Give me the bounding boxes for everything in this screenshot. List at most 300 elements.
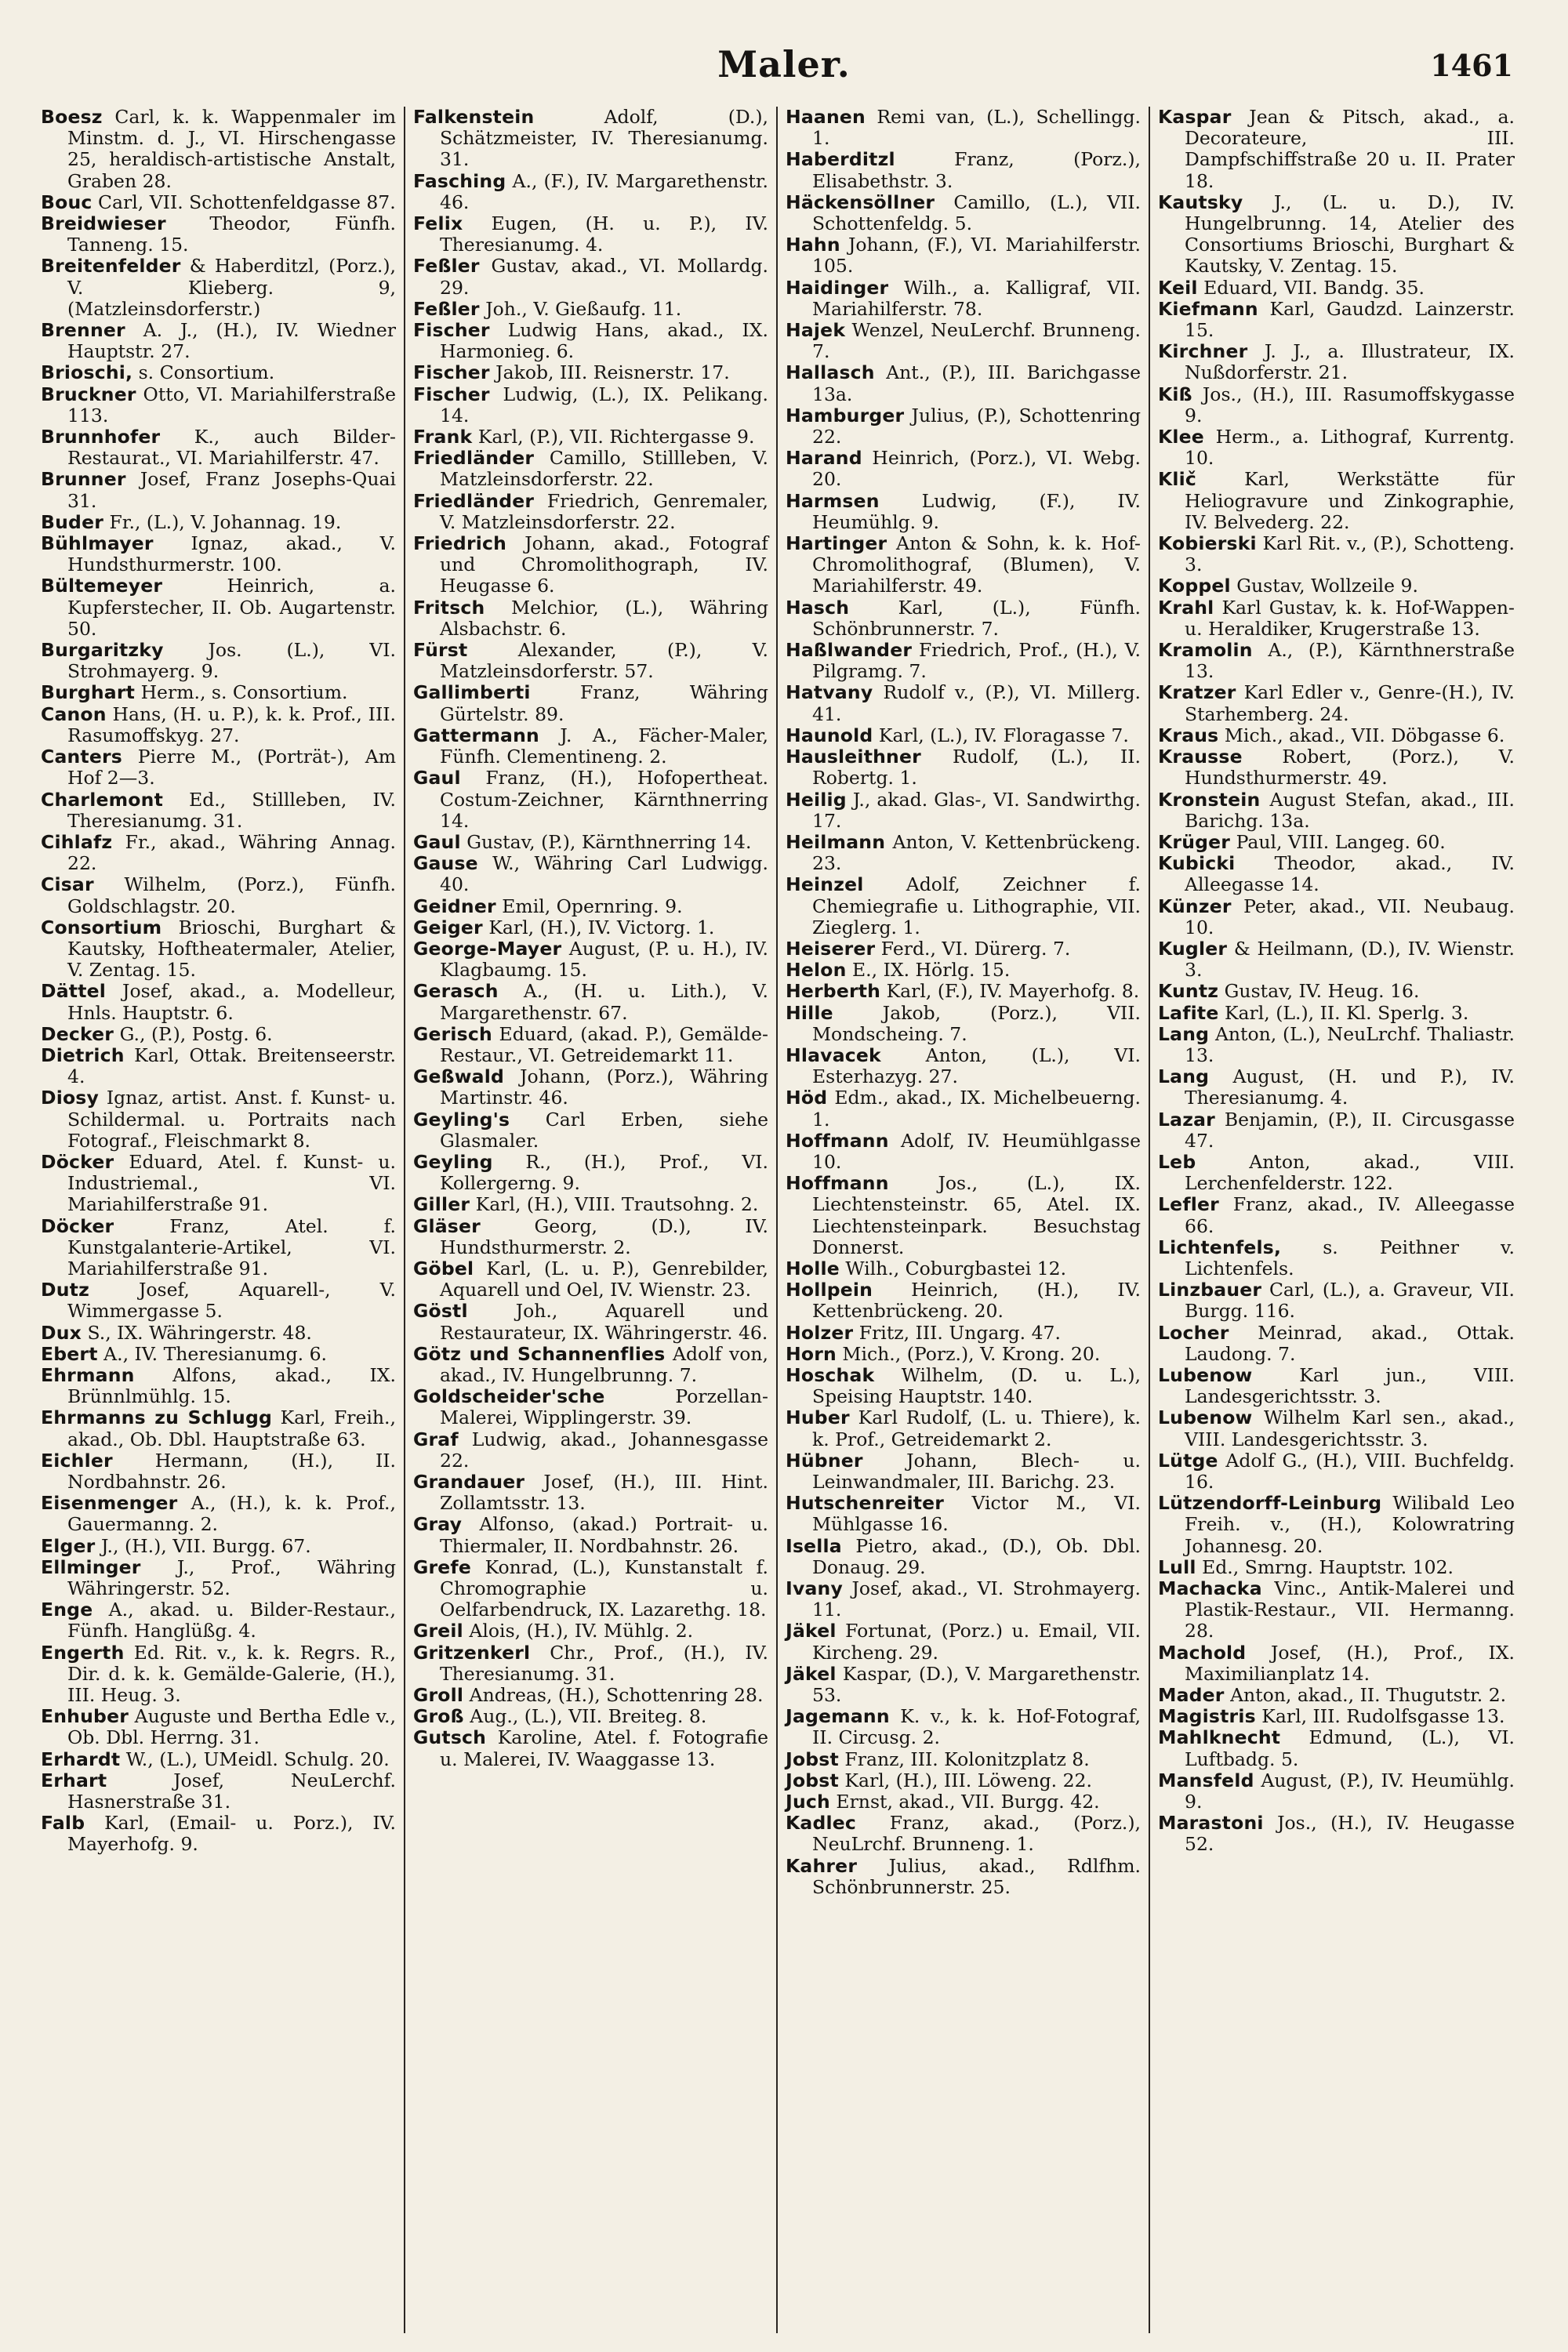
directory-entry (41, 1450, 396, 1493)
entry-name: Kautsky (1158, 191, 1243, 213)
entry-details: S., IX. Währingerstr. 48. (87, 1321, 312, 1344)
entry-name: Klič (1158, 468, 1197, 491)
entry-details: Carl, k. k. Wappenmaler im Minstm. d. J., VI. Hirschengasse 25, heraldisch-artistische Anstalt, Graben 28. (67, 107, 396, 192)
entry-details: Emil, Opernring. 9. (502, 895, 683, 917)
entry-name: Feßler (413, 297, 480, 320)
entry-name: Burghart (41, 681, 136, 704)
entry-name: Machold (1158, 1641, 1247, 1664)
directory-entry (413, 1024, 768, 1066)
entry-name: Groll (413, 1684, 464, 1707)
entry-name: Heilig (786, 788, 847, 811)
entry-details: Adolf, (D.), Schätzmeister, IV. Theresianumg. 31. (440, 107, 768, 171)
entry-name: Engerth (41, 1641, 125, 1664)
directory-entry (41, 575, 396, 640)
entry-name: Erhardt (41, 1748, 121, 1770)
entry-details: Karl, (Email- u. Porz.), IV. Mayerhofg. 9. (67, 1812, 396, 1856)
entry-details: Karl, (L.), II. Kl. Sperlg. 3. (1224, 1001, 1469, 1024)
entry-name: Keil (1158, 276, 1198, 299)
directory-entry (41, 1045, 396, 1087)
directory-entry (786, 1407, 1141, 1450)
directory-entry (786, 448, 1141, 490)
directory-entry (786, 1450, 1141, 1493)
entry-name: Enge (41, 1599, 93, 1621)
entry-name: Groß (413, 1705, 464, 1728)
directory-entry (41, 1642, 396, 1707)
entry-name: Fritsch (413, 596, 485, 619)
entry-name: Harmsen (786, 489, 880, 512)
entry-name: Lefler (1158, 1193, 1219, 1216)
directory-entry (41, 213, 396, 256)
entry-details: Ignaz, artist. Anst. f. Kunst- u. Schildermal. u. Portraits nach Fotograf., Fleischmarkt 8. (67, 1087, 396, 1152)
entry-details: Karl, (H.), IV. Victorg. 1. (488, 916, 715, 938)
entry-name: Gause (413, 852, 478, 875)
entry-name: Erhart (41, 1769, 107, 1791)
directory-entry (1158, 1024, 1515, 1066)
entry-details: Josef, Aquarell-, V. Wimmergasse 5. (67, 1279, 396, 1323)
directory-entry (413, 171, 768, 213)
directory-entry (1158, 384, 1515, 426)
directory-entry (413, 1152, 768, 1194)
entry-details: Johann, (F.), VI. Mariahilferstr. 105. (812, 234, 1141, 278)
directory-entry (1158, 1152, 1515, 1194)
directory-entry (1158, 469, 1515, 533)
entry-name: Haunold (786, 724, 873, 746)
entry-name: Decker (41, 1022, 114, 1045)
entry-name: Giller (413, 1193, 470, 1216)
entry-details: Anton, (L.), VI. Esterhazyg. 27. (812, 1044, 1141, 1088)
entry-name: Brenner (41, 319, 125, 342)
directory-entry (1158, 640, 1515, 682)
directory-entry (786, 234, 1141, 277)
entry-name: Kramolin (1158, 639, 1253, 662)
entry-name: Ivany (786, 1577, 843, 1600)
entry-name: Kobierski (1158, 532, 1257, 555)
entry-name: Leb (1158, 1150, 1196, 1173)
directory-entry (41, 1557, 396, 1599)
entry-details: Franz, Währing Gürtelstr. 89. (440, 681, 768, 725)
entry-name: Lütge (1158, 1449, 1218, 1472)
directory-entry (786, 362, 1141, 405)
directory-entry (41, 1024, 396, 1045)
entry-name: Bouc (41, 191, 93, 213)
entry-details: Karl, Freih., akad., Ob. Dbl. Hauptstraße 63. (67, 1406, 396, 1450)
directory-entry (1158, 1578, 1515, 1642)
entry-details: Ernst, akad., VII. Burgg. 42. (836, 1791, 1100, 1813)
directory-entry (41, 917, 396, 982)
directory-entry (41, 746, 396, 789)
directory-entry (1158, 575, 1515, 597)
directory-entry (1158, 341, 1515, 383)
entry-details: Rudolf, (L.), II. Robertg. 1. (812, 746, 1141, 789)
entry-name: Kirchner (1158, 340, 1248, 363)
entry-name: Machacka (1158, 1577, 1262, 1600)
directory-entry (41, 1365, 396, 1407)
entry-details: Johann, Blech- u. Leinwandmaler, III. Barichg. 23. (812, 1449, 1141, 1493)
directory-entry (413, 917, 768, 938)
directory-entry (413, 1685, 768, 1706)
entry-details: Josef, akad., a. Modelleur, Hnls. Hauptstr. 6. (67, 980, 396, 1024)
entry-details: Adolf G., (H.), VIII. Buchfeldg. 16. (1185, 1449, 1515, 1493)
entry-details: J., Prof., Währing Währingerstr. 52. (67, 1555, 396, 1600)
entry-details: Theodor, Fünfh. Tanneng. 15. (67, 212, 396, 256)
entry-details: Karl Edler v., Genre-(H.), IV. Starhemberg. 24. (1185, 681, 1515, 725)
directory-entry (786, 1045, 1141, 1087)
directory-entry (413, 1706, 768, 1727)
entry-name: Haßlwander (786, 639, 913, 662)
directory-entry (413, 533, 768, 597)
entry-details: Alexander, (P.), V. Matzleinsdorferstr. 57. (440, 639, 768, 683)
entry-details: A., (H.), k. k. Prof., Gauermanng. 2. (67, 1492, 396, 1536)
entry-details: Ant., (P.), III. Barichgasse 13a. (812, 361, 1141, 405)
entry-name: Hartinger (786, 532, 887, 555)
entry-details: Karl, (F.), IV. Mayerhofg. 8. (886, 980, 1140, 1003)
entry-details: Auguste und Bertha Edle v., Ob. Dbl. Herrng. 31. (67, 1705, 396, 1749)
entry-details: Heinrich, a. Kupferstecher, II. Ob. Augartenstr. 50. (67, 575, 396, 640)
entry-details: Wenzel, NeuLerchf. Brunneng. 7. (812, 319, 1141, 363)
directory-entry (413, 682, 768, 724)
directory-entry (413, 1727, 768, 1769)
directory-entry (41, 107, 396, 192)
entry-name: Lützendorff-Leinburg (1158, 1492, 1382, 1515)
entry-details: Franz, (Porz.), Elisabethstr. 3. (812, 148, 1141, 192)
entry-details: Josef, (H.), III. Hint. Zollamtsstr. 13. (440, 1471, 768, 1515)
directory-entry (41, 1706, 396, 1748)
entry-name: Geßwald (413, 1065, 504, 1088)
directory-entry (413, 832, 768, 853)
directory-entry (786, 1856, 1141, 1898)
entry-details: Gustav, akad., VI. Mollardg. 29. (440, 255, 768, 299)
entry-name: Hoffmann (786, 1129, 889, 1152)
entry-details: Mich., (Porz.), V. Krong. 20. (842, 1342, 1101, 1365)
entry-details: Karl, Werkstätte für Heliogravure und Zinkographie, IV. Belvederg. 22. (1185, 468, 1515, 533)
entry-details: A., (P.), Kärnthnerstraße 13. (1185, 639, 1515, 683)
entry-details: Otto, VI. Mariahilferstraße 113. (67, 383, 396, 426)
directory-entry (413, 362, 768, 383)
directory-entry (1158, 981, 1515, 1002)
directory-entry (413, 981, 768, 1023)
directory-entry (413, 938, 768, 981)
directory-entry (41, 874, 396, 916)
directory-entry (1158, 1365, 1515, 1407)
entry-name: Bültemeyer (41, 575, 163, 597)
entry-details: Jakob, III. Reisnerstr. 17. (495, 361, 730, 384)
entry-details: Andreas, (H.), Schottenring 28. (469, 1684, 764, 1707)
directory-entry (41, 362, 396, 383)
directory-entry (413, 320, 768, 362)
directory-entry (786, 1258, 1141, 1279)
entry-name: Heiserer (786, 937, 876, 960)
entry-name: Künzer (1158, 895, 1232, 917)
directory-entry (1158, 1066, 1515, 1109)
directory-entry (1158, 597, 1515, 640)
directory-entry (1158, 426, 1515, 469)
directory-entry (786, 1131, 1141, 1173)
entry-name: Brioschi, (41, 361, 133, 384)
directory-entry (41, 1770, 396, 1813)
entry-details: Mich., akad., VII. Döbgasse 6. (1224, 724, 1505, 746)
directory-entry (786, 1664, 1141, 1706)
directory-entry (41, 1087, 396, 1152)
entry-name: Hübner (786, 1449, 863, 1472)
entry-name: Eichler (41, 1449, 113, 1472)
directory-entry (786, 1578, 1141, 1621)
directory-entry (786, 1323, 1141, 1344)
directory-entry (1158, 278, 1515, 299)
entry-details: Karl, (L. u. P.), Genrebilder, Aquarell und Oel, IV. Wienstr. 23. (440, 1257, 768, 1301)
entry-details: Peter, akad., VII. Neubaug. 10. (1185, 895, 1515, 938)
directory-entry (786, 405, 1141, 448)
entry-details: Hermann, (H.), II. Nordbahnstr. 26. (67, 1449, 396, 1493)
directory-entry (1158, 1109, 1515, 1152)
directory-entry (786, 746, 1141, 789)
entry-details: Eduard, (akad. P.), Gemälde-Restaur., VI. Getreidemarkt 11. (440, 1022, 768, 1066)
entry-details: Camillo, Stillleben, V. Matzleinsdorferstr. 22. (440, 447, 768, 491)
entry-details: Fortunat, (Porz.) u. Email, VII. Kircheng. 29. (812, 1620, 1141, 1664)
directory-entry (786, 725, 1141, 746)
entry-details: Heinrich, (H.), IV. Kettenbrückeng. 20. (812, 1279, 1141, 1323)
directory-entry (41, 256, 396, 320)
entry-details: Eugen, (H. u. P.), IV. Theresianumg. 4. (440, 212, 768, 256)
entry-name: Kraus (1158, 724, 1219, 746)
entry-details: Jos., (H.), III. Rasumoffskygasse 9. (1185, 383, 1515, 426)
directory-entry (1158, 896, 1515, 938)
directory-entry (1158, 1642, 1515, 1685)
directory-entry (786, 1344, 1141, 1365)
entry-name: Kugler (1158, 937, 1228, 960)
directory-columns (33, 107, 1523, 2333)
directory-entry (413, 1557, 768, 1621)
entry-details: Fr., akad., Währing Annag. 22. (67, 830, 396, 875)
directory-entry (413, 1216, 768, 1258)
entry-name: Friedländer (413, 489, 535, 512)
entry-name: Ebert (41, 1342, 98, 1365)
entry-name: Fürst (413, 639, 468, 662)
entry-details: Fritz, III. Ungarg. 47. (858, 1321, 1061, 1344)
entry-name: Fischer (413, 361, 490, 384)
entry-name: Kiß (1158, 383, 1192, 405)
entry-name: Enhuber (41, 1705, 129, 1728)
entry-details: s. Peithner v. Lichtenfels. (1185, 1236, 1515, 1279)
entry-name: Häckensöllner (786, 191, 935, 213)
entry-details: Robert, (Porz.), V. Hundsthurmerstr. 49. (1185, 746, 1515, 789)
entry-details: Ludwig Hans, akad., IX. Harmonieg. 6. (440, 319, 768, 363)
entry-name: Mansfeld (1158, 1769, 1254, 1791)
directory-entry (41, 1152, 396, 1216)
directory-entry (786, 1493, 1141, 1535)
entry-details: Carl, VII. Schottenfeldgasse 87. (98, 191, 396, 213)
directory-entry (786, 682, 1141, 724)
entry-name: Kadlec (786, 1812, 857, 1835)
entry-details: Anton, V. Kettenbrückeng. 23. (812, 830, 1141, 875)
entry-details: Melchior, (L.), Währing Alsbachstr. 6. (440, 596, 768, 640)
entry-details: A. J., (H.), IV. Wiedner Hauptstr. 27. (67, 319, 396, 363)
directory-entry (41, 512, 396, 533)
entry-details: Eduard, Atel. f. Kunst- u. Industriemal., VI. Mariahilferstraße 91. (67, 1150, 396, 1216)
entry-name: Feßler (413, 255, 480, 278)
entry-details: Carl Erben, siehe Glasmaler. (440, 1108, 768, 1152)
entry-details: Karl Rit. v., (P.), Schotteng. 3. (1185, 532, 1515, 576)
entry-details: Friedrich, Genremaler, V. Matzleinsdorferstr. 22. (440, 489, 768, 533)
entry-details: Chr., Prof., (H.), IV. Theresianumg. 31. (440, 1641, 768, 1685)
entry-details: J. J., a. Illustrateur, IX. Nußdorferstr. 21. (1185, 340, 1515, 384)
entry-details: J. A., Fächer-Maler, Fünfh. Clementineng. 2. (440, 724, 768, 768)
entry-name: Haidinger (786, 276, 889, 299)
entry-details: Julius, (P.), Schottenring 22. (812, 404, 1141, 448)
directory-entry (41, 640, 396, 682)
entry-details: Edm., akad., IX. Michelbeuerng. 1. (812, 1087, 1141, 1131)
directory-entry (413, 896, 768, 917)
entry-details: Ludwig, (F.), IV. Heumühlg. 9. (812, 489, 1141, 533)
entry-name: Horn (786, 1342, 837, 1365)
entry-details: Hans, (H. u. P.), k. k. Prof., III. Rasumoffskyg. 27. (67, 702, 396, 746)
entry-name: Graf (413, 1428, 459, 1450)
entry-details: August, (P. u. H.), IV. Klagbaumg. 15. (440, 937, 768, 982)
entry-name: Jobst (786, 1769, 839, 1791)
directory-entry (413, 256, 768, 298)
entry-name: Heilmann (786, 830, 886, 853)
entry-name: Lubenow (1158, 1363, 1253, 1386)
entry-name: Diosy (41, 1087, 100, 1109)
entry-name: Döcker (41, 1214, 114, 1237)
directory-entry (786, 491, 1141, 533)
entry-details: A., IV. Theresianumg. 6. (103, 1342, 327, 1365)
directory-entry (413, 1109, 768, 1152)
entry-details: s. Consortium. (138, 361, 275, 384)
directory-entry (41, 1536, 396, 1557)
directory-entry (41, 384, 396, 426)
entry-name: Fischer (413, 319, 490, 342)
directory-entry (41, 1344, 396, 1365)
entry-name: Götz und Schannenflies (413, 1342, 666, 1365)
entry-name: Kahrer (786, 1854, 858, 1877)
directory-entry (1158, 1237, 1515, 1279)
entry-details: Jos., (L.), IX. Liechtensteinstr. 65, Atel. IX. Liechtensteinpark. Besuchstag Donnerst. (812, 1172, 1141, 1258)
entry-details: A., (H. u. Lith.), V. Margarethenstr. 67. (440, 980, 768, 1024)
entry-details: Johann, akad., Fotograf und Chromolithograph, IV. Heugasse 6. (440, 532, 768, 597)
entry-name: Lang (1158, 1065, 1210, 1088)
directory-entry (1158, 938, 1515, 981)
entry-details: Anton, (L.), NeuLrchf. Thaliastr. 13. (1185, 1022, 1515, 1066)
directory-entry (413, 213, 768, 256)
entry-name: Grefe (413, 1555, 471, 1578)
entry-name: Boesz (41, 107, 103, 128)
entry-details: Benjamin, (P.), II. Circusgasse 47. (1185, 1108, 1515, 1152)
entry-name: Hahn (786, 234, 840, 256)
entry-details: J., (L. u. D.), IV. Hungelbrunng. 14, Atelier des Consortiums Brioschi, Burghart & Kautsky, V. Zentag. 15. (1185, 191, 1515, 278)
entry-name: Gray (413, 1513, 463, 1536)
directory-entry (41, 1749, 396, 1770)
entry-details: Remi van, (L.), Schellingg. 1. (812, 107, 1141, 150)
entry-name: Geidner (413, 895, 496, 917)
entry-details: Aug., (L.), VII. Breiteg. 8. (470, 1705, 707, 1728)
directory-entry (41, 1407, 396, 1450)
entry-details: K., auch Bilder-Restaurat., VI. Mariahilferstr. 47. (67, 426, 396, 470)
entry-name: Fasching (413, 169, 506, 192)
directory-entry (786, 149, 1141, 191)
directory-entry (1158, 299, 1515, 341)
directory-entry (786, 960, 1141, 981)
directory-entry (1158, 853, 1515, 895)
entry-name: Frank (413, 426, 473, 448)
directory-entry (41, 1599, 396, 1642)
directory-entry (786, 320, 1141, 362)
directory-entry (1158, 682, 1515, 724)
directory-entry (786, 1706, 1141, 1748)
entry-name: Lichtenfels, (1158, 1236, 1282, 1258)
entry-name: Kubicki (1158, 852, 1236, 875)
directory-entry (413, 448, 768, 490)
directory-entry (413, 384, 768, 426)
entry-details: Anton & Sohn, k. k. Hof-Chromolithograf, (Blumen), V. Mariahilferstr. 49. (812, 532, 1141, 597)
entry-name: Mader (1158, 1684, 1225, 1707)
directory-entry (786, 533, 1141, 597)
column-1 (33, 107, 405, 2333)
entry-name: Dux (41, 1321, 82, 1344)
entry-details: Alfonso, (akad.) Portrait- u. Thiermaler, II. Nordbahnstr. 26. (440, 1513, 768, 1557)
directory-entry (413, 1258, 768, 1301)
entry-name: Linzbauer (1158, 1279, 1262, 1301)
entry-name: Gaul (413, 830, 461, 853)
entry-details: Meinrad, akad., Ottak. Laudong. 7. (1185, 1321, 1515, 1365)
entry-name: Charlemont (41, 788, 164, 811)
directory-entry (1158, 1770, 1515, 1813)
directory-entry (786, 1536, 1141, 1578)
entry-name: Canters (41, 746, 122, 768)
entry-name: Kaspar (1158, 107, 1232, 128)
entry-details: Friedrich, Prof., (H.), V. Pilgramg. 7. (812, 639, 1141, 683)
entry-details: Brioschi, Burghart & Kautsky, Hoftheatermaler, Atelier, V. Zentag. 15. (67, 916, 396, 982)
entry-name: Friedrich (413, 532, 507, 555)
entry-name: Herberth (786, 980, 881, 1003)
entry-details: K. v., k. k. Hof-Fotograf, II. Circusg. 2. (812, 1705, 1141, 1749)
entry-details: Fr., (L.), V. Johannag. 19. (109, 510, 342, 533)
directory-entry (413, 491, 768, 533)
entry-details: August, (P.), IV. Heumühlg. 9. (1185, 1769, 1515, 1813)
entry-details: Porzellan-Malerei, Wipplingerstr. 39. (440, 1385, 768, 1429)
entry-name: Ehrmanns zu Schlugg (41, 1406, 272, 1429)
entry-details: Jos. (L.), VI. Strohmayerg. 9. (67, 639, 396, 683)
entry-name: Cisar (41, 873, 94, 896)
directory-entry (786, 640, 1141, 682)
entry-details: Anton, akad., VIII. Lerchenfelderstr. 122. (1185, 1150, 1515, 1195)
directory-entry (786, 597, 1141, 640)
entry-details: Carl, (L.), a. Graveur, VII. Burgg. 116. (1185, 1279, 1515, 1323)
entry-details: Franz, (H.), Hofopertheat. Costum-Zeichner, Kärnthnerring 14. (440, 767, 768, 832)
directory-entry (413, 1429, 768, 1472)
entry-name: Koppel (1158, 575, 1231, 597)
directory-entry (1158, 1557, 1515, 1578)
entry-details: A., akad. u. Bilder-Restaur., Fünfh. Hanglüßg. 4. (67, 1599, 396, 1642)
entry-name: Hatvany (786, 681, 873, 704)
directory-entry (786, 1621, 1141, 1663)
entry-name: Hutschenreiter (786, 1492, 945, 1515)
entry-name: Hlavacek (786, 1044, 881, 1066)
entry-details: Gustav, IV. Heug. 16. (1224, 980, 1420, 1003)
directory-entry (413, 426, 768, 448)
entry-details: Paul, VIII. Langeg. 60. (1236, 830, 1446, 853)
entry-name: Mahlknecht (1158, 1726, 1281, 1749)
entry-name: Hajek (786, 319, 846, 342)
entry-details: Pierre M., (Porträt-), Am Hof 2—3. (67, 746, 396, 789)
entry-details: Vinc., Antik-Malerei und Plastik-Restaur., VII. Hermanng. 28. (1185, 1577, 1515, 1642)
entry-name: Grandauer (413, 1471, 525, 1493)
directory-entry (1158, 192, 1515, 278)
entry-details: G., (P.), Postg. 6. (119, 1022, 273, 1045)
directory-entry (41, 469, 396, 511)
entry-name: Hollpein (786, 1279, 873, 1301)
entry-name: Göstl (413, 1300, 468, 1323)
entry-details: Karl, Ottak. Breitenseerstr. 4. (67, 1044, 396, 1088)
